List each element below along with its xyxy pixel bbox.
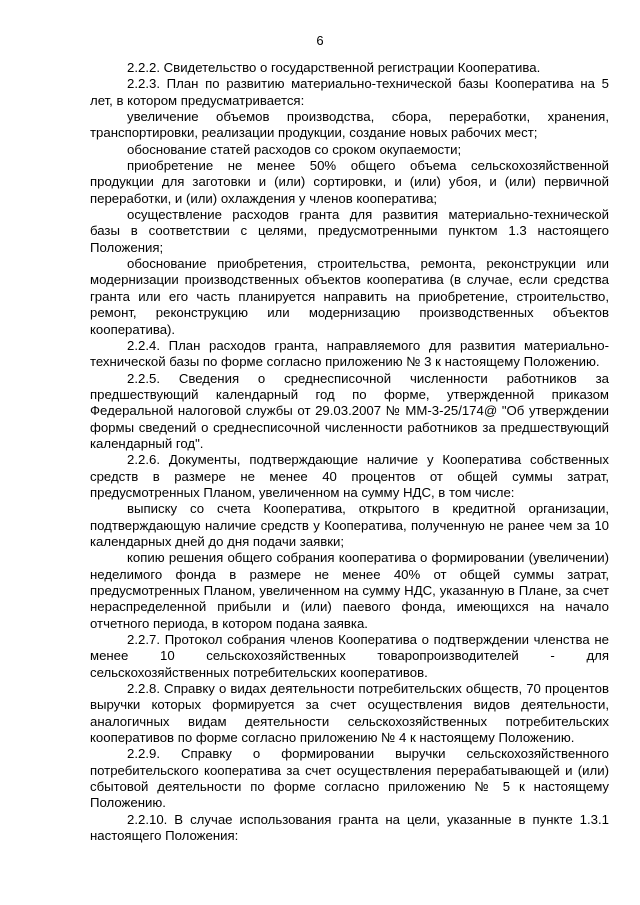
paragraph-2-2-9: 2.2.9. Справку о формировании выручки сельскохозяйственного потребительского кооператива за счет осуществления перерабатывающей и (или) сбытовой деятельности по форме согласно приложению № 5 к настоящему Положению. (90, 746, 609, 811)
document-body (90, 60, 609, 845)
paragraph-2-2-4: 2.2.4. План расходов гранта, направляемого для развития материально-технической базы по форме согласно приложению № 3 к настоящему Положению. (90, 337, 609, 370)
list-item-construction-justification: обоснование приобретения, строительства, ремонта, реконструкции или модернизации производственных объектов кооператива (в случае, если средства гранта или его часть планируется направить на приобретение, строительство, ремонт, реконструкцию или модернизацию производственных объектов кооператива). (90, 256, 609, 337)
paragraph-2-2-5: 2.2.5. Сведения о среднесписочной численности работников за предшествующий календарный год по форме, утвержденной приказом Федеральной налоговой службы от 29.03.2007 № ММ-3-25/174@ "Об утверждении формы сведений о среднесписочной численности работников за предшествующий календарный год". (90, 370, 609, 451)
list-item-payback-justification: обоснование статей расходов со сроком окупаемости; (127, 141, 462, 157)
paragraph-2-2-3: 2.2.3. План по развитию материально-технической базы Кооператива на 5 лет, в котором предусматривается: (90, 76, 609, 108)
paragraph-2-2-6: 2.2.6. Документы, подтверждающие наличие у Кооператива собственных средств в размере не менее 40 процентов от общей суммы затрат, предусмотренных Планом, увеличенном на сумму НДС, в том числе: (90, 452, 609, 500)
paragraph-2-2-2: 2.2.2. Свидетельство о государственной регистрации Кооператива. (127, 60, 541, 75)
list-item-grant-expenses: осуществление расходов гранта для развития материально-технической базы в соответствии с целями, предусмотренными пунктом 1.3 настоящего Положения; (90, 207, 609, 255)
list-item-meeting-decision: копию решения общего собрания кооператива о формировании (увеличении) неделимого фонда в размере не менее 40% от общей суммы затрат, предусмотренных Планом, увеличенном на сумму НДС, указанную в Плане, за счет нераспределенной прибыли и (или) паевого фонда, имеющихся на начало отчетного периода, в котором подана заявка. (90, 550, 609, 631)
list-item-production-growth: увеличение объемов производства, сбора, переработки, хранения, транспортировки, реализации продукции, создание новых рабочих мест; (90, 109, 609, 141)
list-item-purchase-50-percent: приобретение не менее 50% общего объема сельскохозяйственной продукции для заготовки и (или) сортировки, и (или) убоя, и (или) первичной переработки, и (или) охлаждения у членов кооператива; (90, 158, 609, 206)
page-number: 6 (316, 33, 324, 48)
list-item-bank-statement: выписку со счета Кооператива, открытого в кредитной организации, подтверждающую наличие средств у Кооператива, полученную не ранее чем за 10 календарных дней до дня подачи заявки; (90, 501, 609, 549)
paragraph-2-2-8: 2.2.8. Справку о видах деятельности потребительских обществ, 70 процентов выручки которых формируется за счет осуществления видов деятельности, аналогичных видам деятельности сельскохозяйственных потребительских кооперативов по форме согласно приложению № 4 к настоящему Положению. (90, 681, 609, 746)
paragraph-2-2-10: 2.2.10. В случае использования гранта на цели, указанные в пункте 1.3.1 настоящего Положения: (90, 811, 609, 844)
paragraph-2-2-7: 2.2.7. Протокол собрания членов Кооператива о подтверждении членства не менее 10 сельскохозяйственных товаропроизводителей - для сельскохозяйственных потребительских кооперативов. (90, 632, 609, 680)
